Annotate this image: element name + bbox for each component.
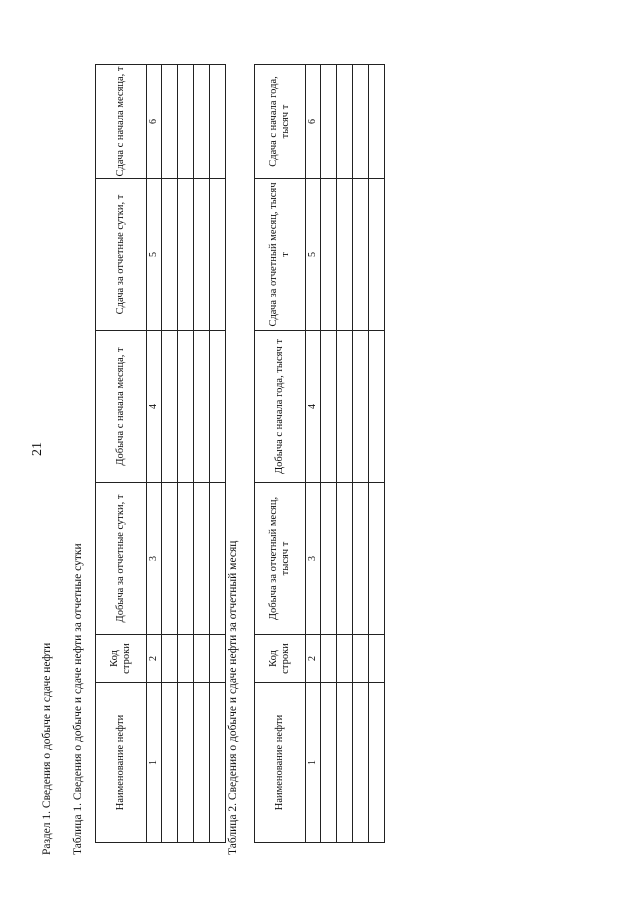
table2-cell <box>353 179 369 331</box>
table1-cell <box>162 331 178 483</box>
table1-cell <box>178 331 194 483</box>
table1-cell <box>162 483 178 635</box>
table1-cell <box>194 635 210 683</box>
table2-cell <box>369 65 385 179</box>
table2-empty-row <box>321 65 337 843</box>
table1-number-cell: 1 <box>147 683 162 843</box>
table1-header-cell: Сдача с начала месяца, т <box>96 65 147 179</box>
table1-cell <box>210 331 226 483</box>
table1-empty-row <box>210 65 226 843</box>
table1-empty-row <box>194 65 210 843</box>
table2-cell <box>353 683 369 843</box>
table2-header-cell: Код строки <box>255 635 306 683</box>
table2-cell <box>321 65 337 179</box>
table1-cell <box>210 683 226 843</box>
table2-cell <box>337 179 353 331</box>
table1-cell <box>210 483 226 635</box>
table2-cell <box>321 331 337 483</box>
table2-number-row <box>306 65 321 843</box>
table2-cell <box>369 483 385 635</box>
table2-cell <box>353 331 369 483</box>
table1-header-cell: Добыча с начала месяца, т <box>96 331 147 483</box>
table2-cell <box>321 483 337 635</box>
table1-empty-row <box>178 65 194 843</box>
table1-caption: Таблица 1. Сведения о добыче и сдаче нефти за отчетные сутки <box>72 543 84 855</box>
table1-header-row <box>96 65 147 843</box>
table2-cell <box>353 65 369 179</box>
table2-cell <box>337 483 353 635</box>
table2-number-cell: 2 <box>306 635 321 683</box>
table1-header-cell: Код строки <box>96 635 147 683</box>
table1-empty-row <box>162 65 178 843</box>
table1-cell <box>178 683 194 843</box>
table2 <box>254 64 385 843</box>
table1-cell <box>178 65 194 179</box>
table2-cell <box>337 65 353 179</box>
table2-cell <box>369 683 385 843</box>
table1-cell <box>162 179 178 331</box>
table1-cell <box>178 483 194 635</box>
table1-number-cell: 2 <box>147 635 162 683</box>
table1-cell <box>178 635 194 683</box>
table2-number-cell: 5 <box>306 179 321 331</box>
table1-header-cell: Сдача за отчетные сутки, т <box>96 179 147 331</box>
table2-number-cell: 6 <box>306 65 321 179</box>
table1-number-cell: 3 <box>147 483 162 635</box>
table2-cell <box>321 635 337 683</box>
table2-cell <box>369 331 385 483</box>
table1-cell <box>210 65 226 179</box>
table2-header-cell: Сдача с начала года, тысяч т <box>255 65 306 179</box>
table1-cell <box>194 683 210 843</box>
table1-cell <box>162 683 178 843</box>
table2-empty-row <box>369 65 385 843</box>
table1-cell <box>210 635 226 683</box>
table2-cell <box>337 635 353 683</box>
table2-cell <box>353 635 369 683</box>
table1-number-cell: 4 <box>147 331 162 483</box>
table2-header-cell: Сдача за отчетный месяц, тысяч т <box>255 179 306 331</box>
table2-cell <box>369 635 385 683</box>
table2-header-cell: Наименование нефти <box>255 683 306 843</box>
table1-number-cell: 5 <box>147 179 162 331</box>
table2-cell <box>337 331 353 483</box>
table1-cell <box>162 635 178 683</box>
table2-cell <box>321 179 337 331</box>
table2-cell <box>369 179 385 331</box>
table2-number-cell: 4 <box>306 331 321 483</box>
page-number: 21 <box>30 442 45 456</box>
table1-number-cell: 6 <box>147 65 162 179</box>
table2-empty-row <box>337 65 353 843</box>
table1-header-cell: Добыча за отчетные сутки, т <box>96 483 147 635</box>
table1-header-cell: Наименование нефти <box>96 683 147 843</box>
table2-number-cell: 1 <box>306 683 321 843</box>
table2-cell <box>321 683 337 843</box>
table2-cell <box>353 483 369 635</box>
section-title: Раздел 1. Сведения о добыче и сдаче нефти <box>41 642 53 855</box>
table2-header-cell: Добыча за отчетный месяц, тысяч т <box>255 483 306 635</box>
table1-cell <box>194 179 210 331</box>
table2-number-cell: 3 <box>306 483 321 635</box>
table2-cell <box>337 683 353 843</box>
table2-empty-row <box>353 65 369 843</box>
table2-header-cell: Добыча с начала года, тысяч т <box>255 331 306 483</box>
table1-number-row <box>147 65 162 843</box>
table1-cell <box>162 65 178 179</box>
table1-cell <box>210 179 226 331</box>
table1-cell <box>194 483 210 635</box>
table1-cell <box>178 179 194 331</box>
table1 <box>95 64 226 843</box>
table2-header-row <box>255 65 306 843</box>
table1-cell <box>194 331 210 483</box>
table2-caption: Таблица 2. Сведения о добыче и сдаче нефти за отчетный месяц <box>227 540 239 855</box>
table1-cell <box>194 65 210 179</box>
